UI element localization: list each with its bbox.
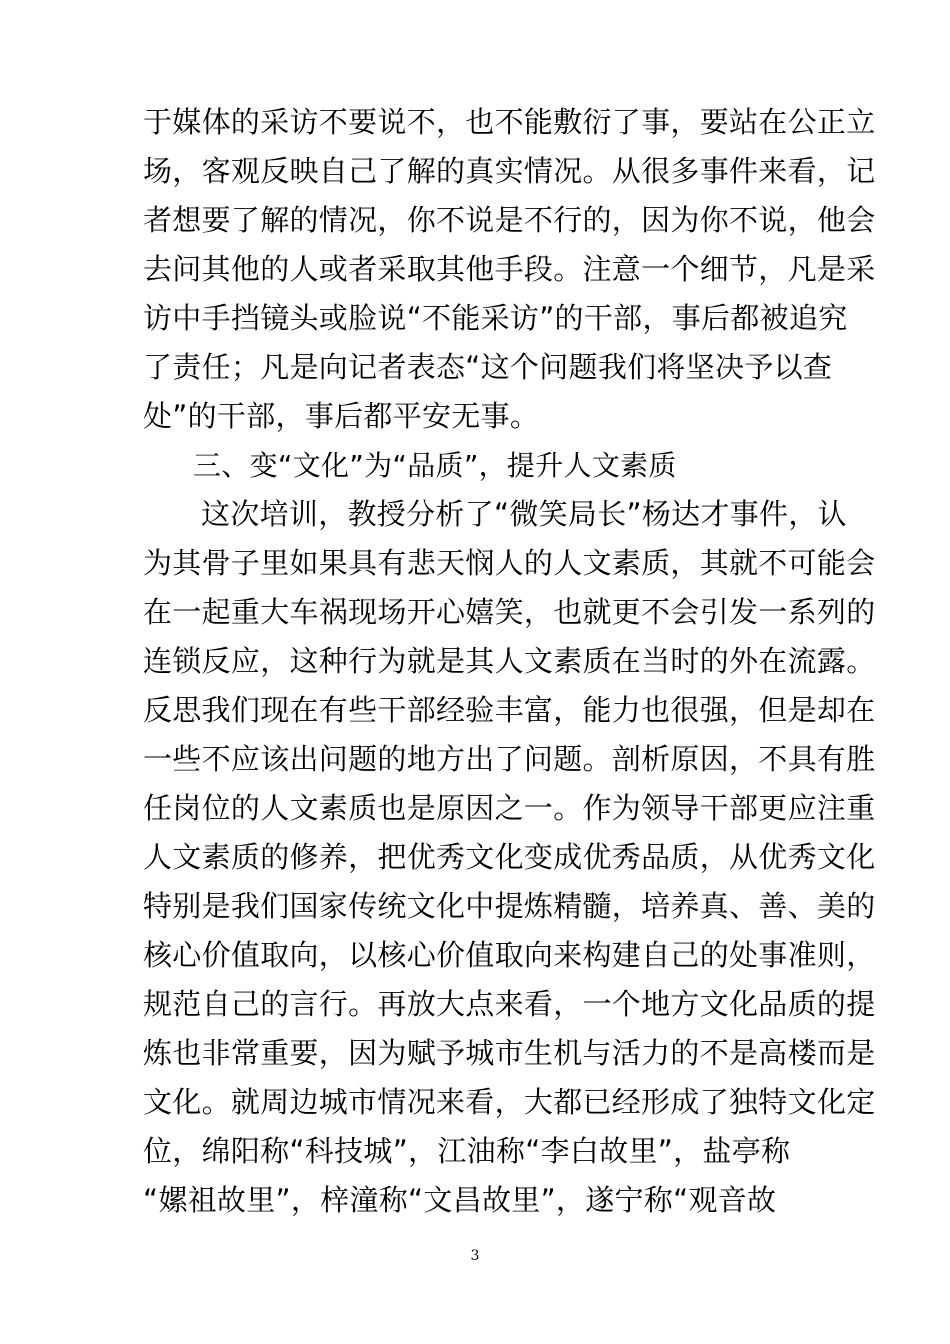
text-line: 处”的干部，事后都平安无事。 (143, 399, 540, 433)
text-line: 炼也非常重要，因为赋予城市生机与活力的不是高楼而是 (143, 1036, 876, 1070)
text-line: 反思我们现在有些干部经验丰富，能力也很强，但是却在 (143, 693, 876, 727)
text-line: 文化。就周边城市情况来看，大都已经形成了独特文化定 (143, 1085, 876, 1119)
text-line: 人文素质的修养，把优秀文化变成优秀品质，从优秀文化 (143, 840, 876, 874)
text-line: 任岗位的人文素质也是原因之一。作为领导干部更应注重 (143, 791, 876, 825)
text-line: 访中手挡镜头或脸说“不能采访”的干部，事后都被追究 (143, 301, 848, 335)
page-number: 3 (470, 1248, 480, 1264)
text-line: 特别是我们国家传统文化中提炼精髓，培养真、善、美的 (143, 889, 876, 923)
text-line: 规范自己的言行。再放大点来看，一个地方文化品质的提 (143, 987, 876, 1021)
text-line: “嫘祖故里”，梓潼称“文昌故里”，遂宁称“观音故 (143, 1183, 777, 1217)
body-text (143, 98, 876, 1225)
text-line: 一些不应该出问题的地方出了问题。剖析原因，不具有胜 (143, 742, 876, 776)
text-line: 于媒体的采访不要说不，也不能敷衍了事，要站在公正立 (143, 105, 876, 139)
text-line: 连锁反应，这种行为就是其人文素质在当时的外在流露。 (143, 644, 876, 678)
text-line: 去问其他的人或者采取其他手段。注意一个细节，凡是采 (143, 252, 876, 286)
text-line: 在一起重大车祸现场开心嬉笑，也就更不会引发一系列的 (143, 595, 876, 629)
text-line: 场，客观反映自己了解的真实情况。从很多事件来看，记 (143, 154, 876, 188)
text-line: 核心价值取向，以核心价值取向来构建自己的处事准则， (143, 938, 876, 972)
text-line: 位，绵阳称“科技城”，江油称“李白故里”，盐亭称 (143, 1134, 791, 1168)
text-line: 为其骨子里如果具有悲天悯人的人文素质，其就不可能会 (143, 546, 876, 580)
text-line: 者想要了解的情况，你不说是不行的，因为你不说，他会 (143, 203, 876, 237)
paragraph-first-line: 这次培训，教授分析了“微笑局长”杨达才事件，认 (201, 497, 847, 531)
text-line: 了责任；凡是向记者表态“这个问题我们将坚决予以查 (143, 350, 833, 384)
section-heading: 三、变“文化”为“品质”，提升人文素质 (193, 449, 677, 482)
